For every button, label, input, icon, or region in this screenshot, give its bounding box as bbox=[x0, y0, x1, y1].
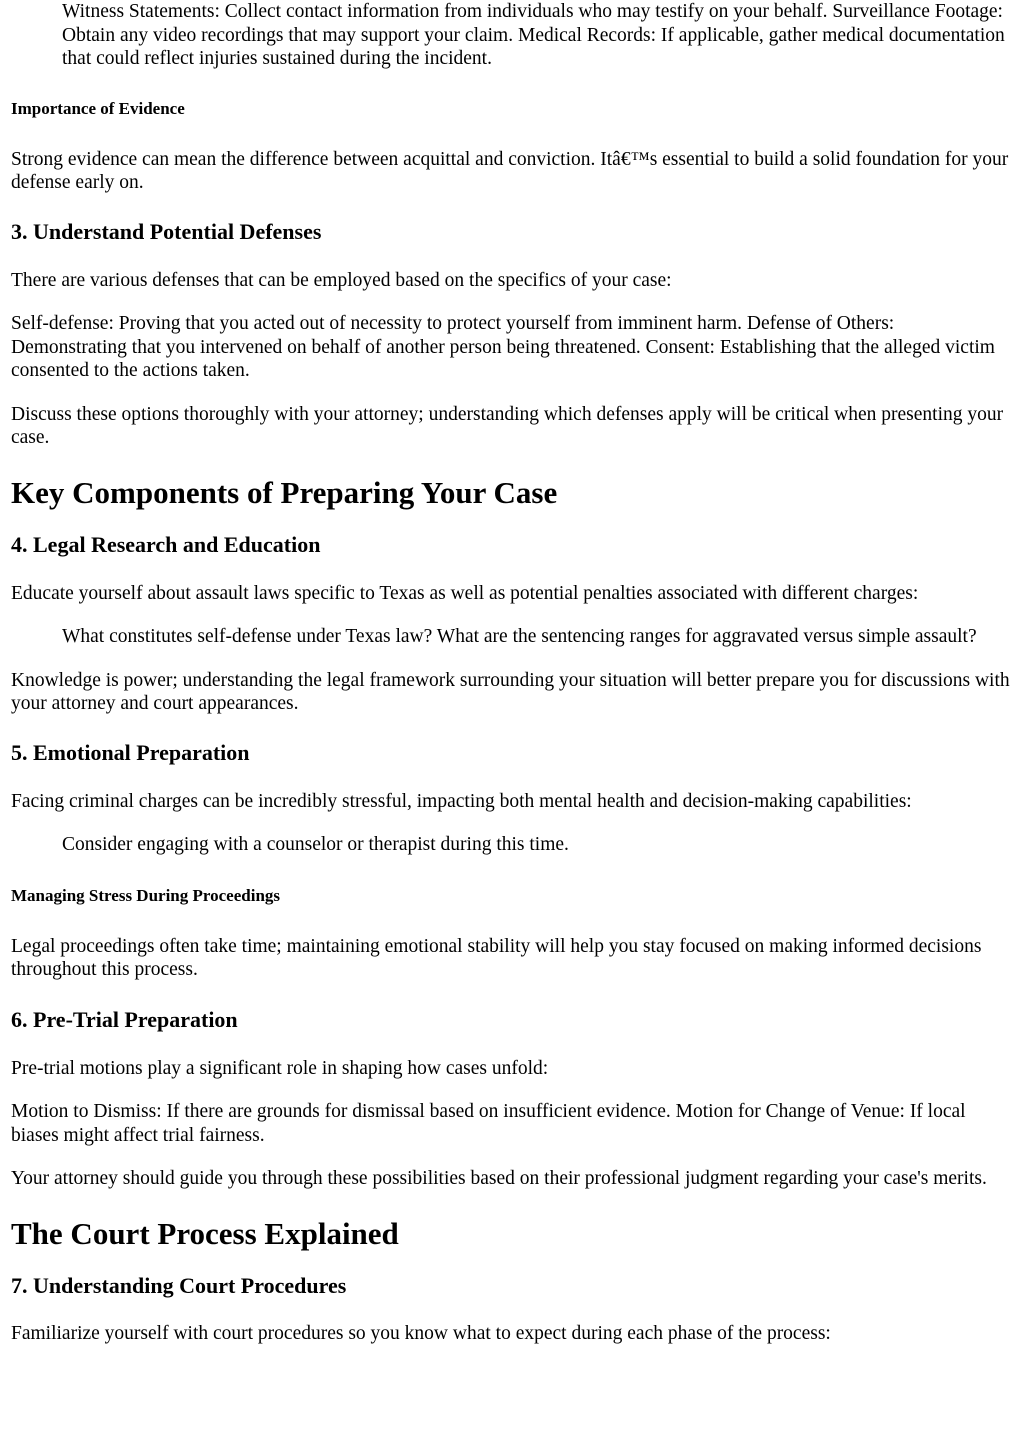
section-7-heading: 7. Understanding Court Procedures bbox=[11, 1272, 347, 1298]
evidence-blockquote: Witness Statements: Collect contact information from individuals who may testify on your behalf. Surveillance Footage: Obtain any video recordings that may support your claim. Medical Records: If applicable, gather medical documentation that could reflect injuries sustained during the incident. bbox=[62, 1, 1005, 69]
section-5-intro: Facing criminal charges can be incredibly stressful, impacting both mental health and decision-making capabilities: bbox=[11, 790, 912, 812]
section-7-intro: Familiarize yourself with court procedures so you know what to expect during each phase of the process: bbox=[11, 1322, 831, 1344]
section-3-outro: Discuss these options thoroughly with your attorney; understanding which defenses apply will be critical when presenting your case. bbox=[11, 403, 1004, 448]
importance-of-evidence-heading: Importance of Evidence bbox=[11, 98, 185, 118]
section-4-outro: Knowledge is power; understanding the legal framework surrounding your situation will better prepare you for discussions with your attorney and court appearances. bbox=[11, 669, 1010, 714]
section-3-heading: 3. Understand Potential Defenses bbox=[11, 218, 322, 244]
section-6-motions-list: Motion to Dismiss: If there are grounds for dismissal based on insufficient evidence. Motion for Change of Venue: If local biases might affect trial fairness. bbox=[11, 1101, 966, 1146]
section-4-blockquote: What constitutes self-defense under Texas law? What are the sentencing ranges for aggravated versus simple assault? bbox=[62, 626, 977, 647]
section-4-heading: 4. Legal Research and Education bbox=[11, 531, 321, 557]
section-3-intro: There are various defenses that can be employed based on the specifics of your case: bbox=[11, 269, 672, 291]
section-6-heading: 6. Pre-Trial Preparation bbox=[11, 1006, 238, 1032]
section-6-intro: Pre-trial motions play a significant role in shaping how cases unfold: bbox=[11, 1057, 549, 1079]
managing-stress-heading: Managing Stress During Proceedings bbox=[11, 885, 281, 905]
key-components-heading: Key Components of Preparing Your Case bbox=[11, 474, 558, 510]
section-5-blockquote: Consider engaging with a counselor or therapist during this time. bbox=[62, 834, 569, 855]
article-body bbox=[11, 0, 1011, 1345]
section-5-heading: 5. Emotional Preparation bbox=[11, 739, 250, 765]
section-6-outro: Your attorney should guide you through these possibilities based on their professional judgment regarding your case's merits. bbox=[11, 1168, 987, 1189]
court-process-heading: The Court Process Explained bbox=[11, 1215, 399, 1251]
managing-stress-paragraph: Legal proceedings often take time; maintaining emotional stability will help you stay focused on making informed decisions throughout this process. bbox=[11, 935, 982, 980]
section-4-intro: Educate yourself about assault laws specific to Texas as well as potential penalties associated with different charges: bbox=[11, 582, 919, 604]
importance-of-evidence-paragraph: Strong evidence can mean the difference between acquittal and conviction. Itâ€™s essential to build a solid foundation for your defense early on. bbox=[11, 148, 1009, 193]
section-3-defenses-list: Self-defense: Proving that you acted out of necessity to protect yourself from imminent harm. Defense of Others: Demonstrating that you intervened on behalf of another person being threatened. Consent: Establishing that the alleged victim consented to the actions taken. bbox=[11, 313, 995, 381]
